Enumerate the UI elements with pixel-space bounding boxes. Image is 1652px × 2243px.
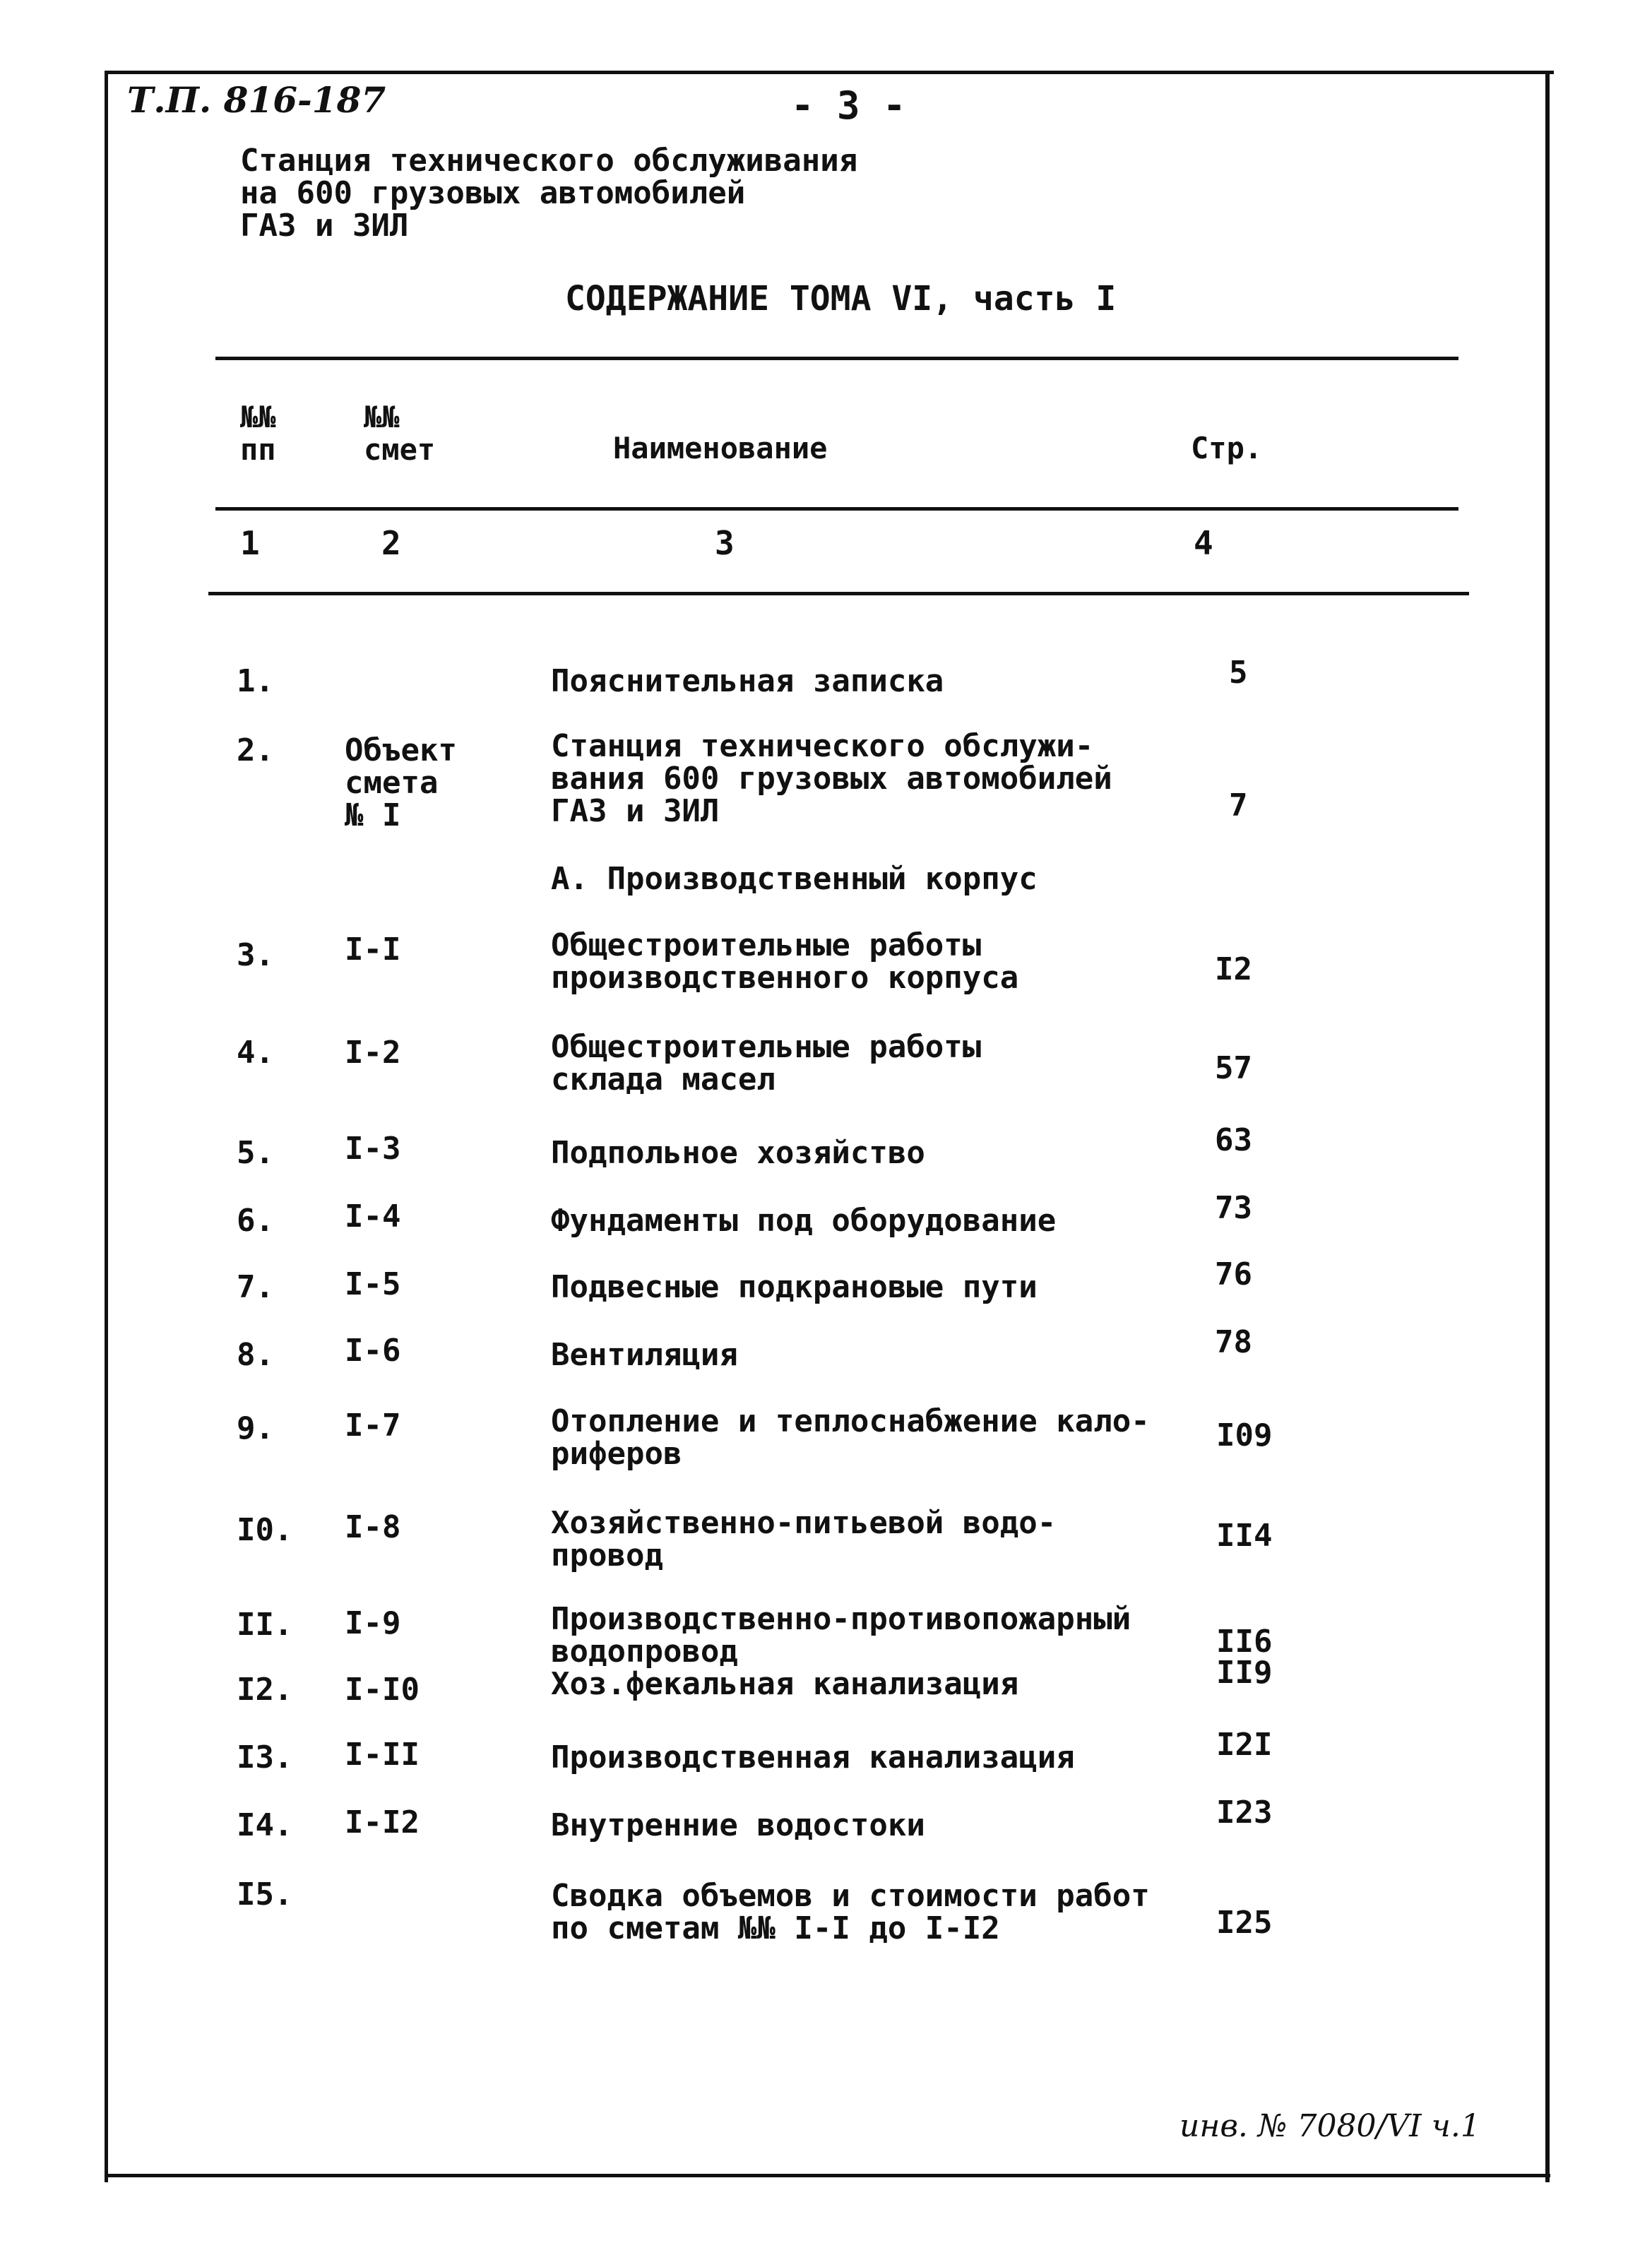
row-title: Пояснительная записка bbox=[551, 663, 944, 699]
row-title: Общестроительные работы производственного корпуса bbox=[551, 927, 1019, 996]
row-number: 9. bbox=[237, 1410, 274, 1446]
column-header-page: Стр. bbox=[1191, 431, 1263, 465]
table-rule-mid bbox=[215, 507, 1458, 511]
row-title: Подвесные подкрановые пути bbox=[551, 1269, 1038, 1305]
column-number: 3 bbox=[715, 524, 735, 562]
column-header-smeta: №№ смет bbox=[364, 400, 436, 467]
column-number: 2 bbox=[381, 524, 401, 562]
column-header-number: №№ пп bbox=[240, 400, 276, 467]
row-page: 78 bbox=[1215, 1324, 1252, 1360]
row-number: 8. bbox=[237, 1337, 274, 1373]
row-page: 73 bbox=[1215, 1190, 1252, 1226]
frame-bottom-line bbox=[106, 2174, 1550, 2177]
row-smeta: I-9 bbox=[345, 1605, 401, 1641]
row-smeta: I-8 bbox=[345, 1509, 401, 1545]
column-header-name: Наименование bbox=[613, 431, 828, 465]
row-smeta: I-6 bbox=[345, 1333, 401, 1369]
row-number: 6. bbox=[237, 1203, 274, 1239]
row-number: I4. bbox=[237, 1807, 293, 1843]
row-smeta: I-II bbox=[345, 1737, 420, 1773]
row-page: 57 bbox=[1215, 1050, 1252, 1086]
document-code: Т.П. 816-187 bbox=[127, 79, 386, 121]
row-title: Фундаменты под оборудование bbox=[551, 1203, 1057, 1239]
row-page: II6 bbox=[1216, 1624, 1273, 1660]
row-section-title: А. Производственный корпус bbox=[551, 861, 1038, 897]
title-line: на 600 грузовых автомобилей bbox=[240, 175, 746, 211]
frame-top-line bbox=[105, 71, 1554, 74]
row-number: I3. bbox=[237, 1739, 293, 1775]
row-page: 63 bbox=[1215, 1122, 1252, 1158]
row-number: 1. bbox=[237, 663, 274, 699]
row-page: I2I bbox=[1216, 1727, 1273, 1763]
row-title: Общестроительные работы склада масел bbox=[551, 1029, 982, 1097]
row-number: I0. bbox=[237, 1512, 293, 1548]
table-rule-bottom bbox=[208, 592, 1469, 595]
row-smeta: Объект смета № I bbox=[345, 732, 457, 833]
row-page: 5 bbox=[1229, 655, 1248, 691]
row-page: 76 bbox=[1215, 1256, 1252, 1292]
row-title: Хоз.фекальная канализация bbox=[551, 1666, 1019, 1702]
row-title: Производственная канализация bbox=[551, 1739, 1075, 1775]
row-title: Подпольное хозяйство bbox=[551, 1135, 925, 1171]
row-page: I23 bbox=[1216, 1795, 1273, 1831]
row-page: 7 bbox=[1229, 787, 1248, 823]
row-number: 5. bbox=[237, 1135, 274, 1171]
row-number: 4. bbox=[237, 1035, 274, 1071]
row-number: I5. bbox=[237, 1876, 293, 1912]
page-number: - 3 - bbox=[791, 83, 906, 128]
row-page: I25 bbox=[1216, 1905, 1273, 1941]
row-smeta: I-4 bbox=[345, 1198, 401, 1234]
row-number: II. bbox=[237, 1607, 293, 1643]
row-number: 2. bbox=[237, 732, 274, 768]
title-line: ГАЗ и ЗИЛ bbox=[240, 208, 409, 244]
document-title bbox=[240, 145, 857, 242]
row-page: II4 bbox=[1216, 1518, 1273, 1554]
row-page: I09 bbox=[1216, 1417, 1273, 1453]
row-smeta: I-2 bbox=[345, 1035, 401, 1071]
row-number: 3. bbox=[237, 937, 274, 973]
row-page: II9 bbox=[1216, 1655, 1273, 1691]
row-page: I2 bbox=[1215, 951, 1252, 987]
row-smeta: I-I0 bbox=[345, 1672, 420, 1708]
frame-left-line bbox=[105, 71, 108, 2182]
row-title: Отопление и теплоснабжение кало- риферов bbox=[551, 1403, 1150, 1472]
row-title: Внутренние водостоки bbox=[551, 1807, 925, 1843]
column-number: 1 bbox=[240, 524, 260, 562]
section-heading: СОДЕРЖАНИЕ ТОМА VI, часть I bbox=[565, 279, 1117, 319]
title-line: Станция технического обслуживания bbox=[240, 143, 858, 179]
frame-right-line bbox=[1545, 71, 1550, 2182]
row-title: Сводка объемов и стоимости работ по сметам №№ I-I до I-I2 bbox=[551, 1878, 1150, 1946]
row-title: Вентиляция bbox=[551, 1337, 738, 1373]
row-smeta: I-7 bbox=[345, 1408, 401, 1444]
column-number: 4 bbox=[1194, 524, 1213, 562]
table-rule-top bbox=[215, 357, 1458, 360]
inventory-number: инв. № 7080/VI ч.1 bbox=[1179, 2108, 1480, 2144]
row-smeta: I-I bbox=[345, 932, 401, 968]
row-smeta: I-5 bbox=[345, 1266, 401, 1302]
row-smeta: I-I2 bbox=[345, 1804, 420, 1840]
row-number: 7. bbox=[237, 1269, 274, 1305]
row-title: Производственно-противопожарный водопровод bbox=[551, 1601, 1131, 1670]
row-title: Хозяйственно-питьевой водо- провод bbox=[551, 1505, 1057, 1573]
row-number: I2. bbox=[237, 1672, 293, 1708]
row-smeta: I-3 bbox=[345, 1131, 401, 1167]
row-title: Станция технического обслужи- вания 600 грузовых автомобилей ГАЗ и ЗИЛ bbox=[551, 728, 1112, 829]
